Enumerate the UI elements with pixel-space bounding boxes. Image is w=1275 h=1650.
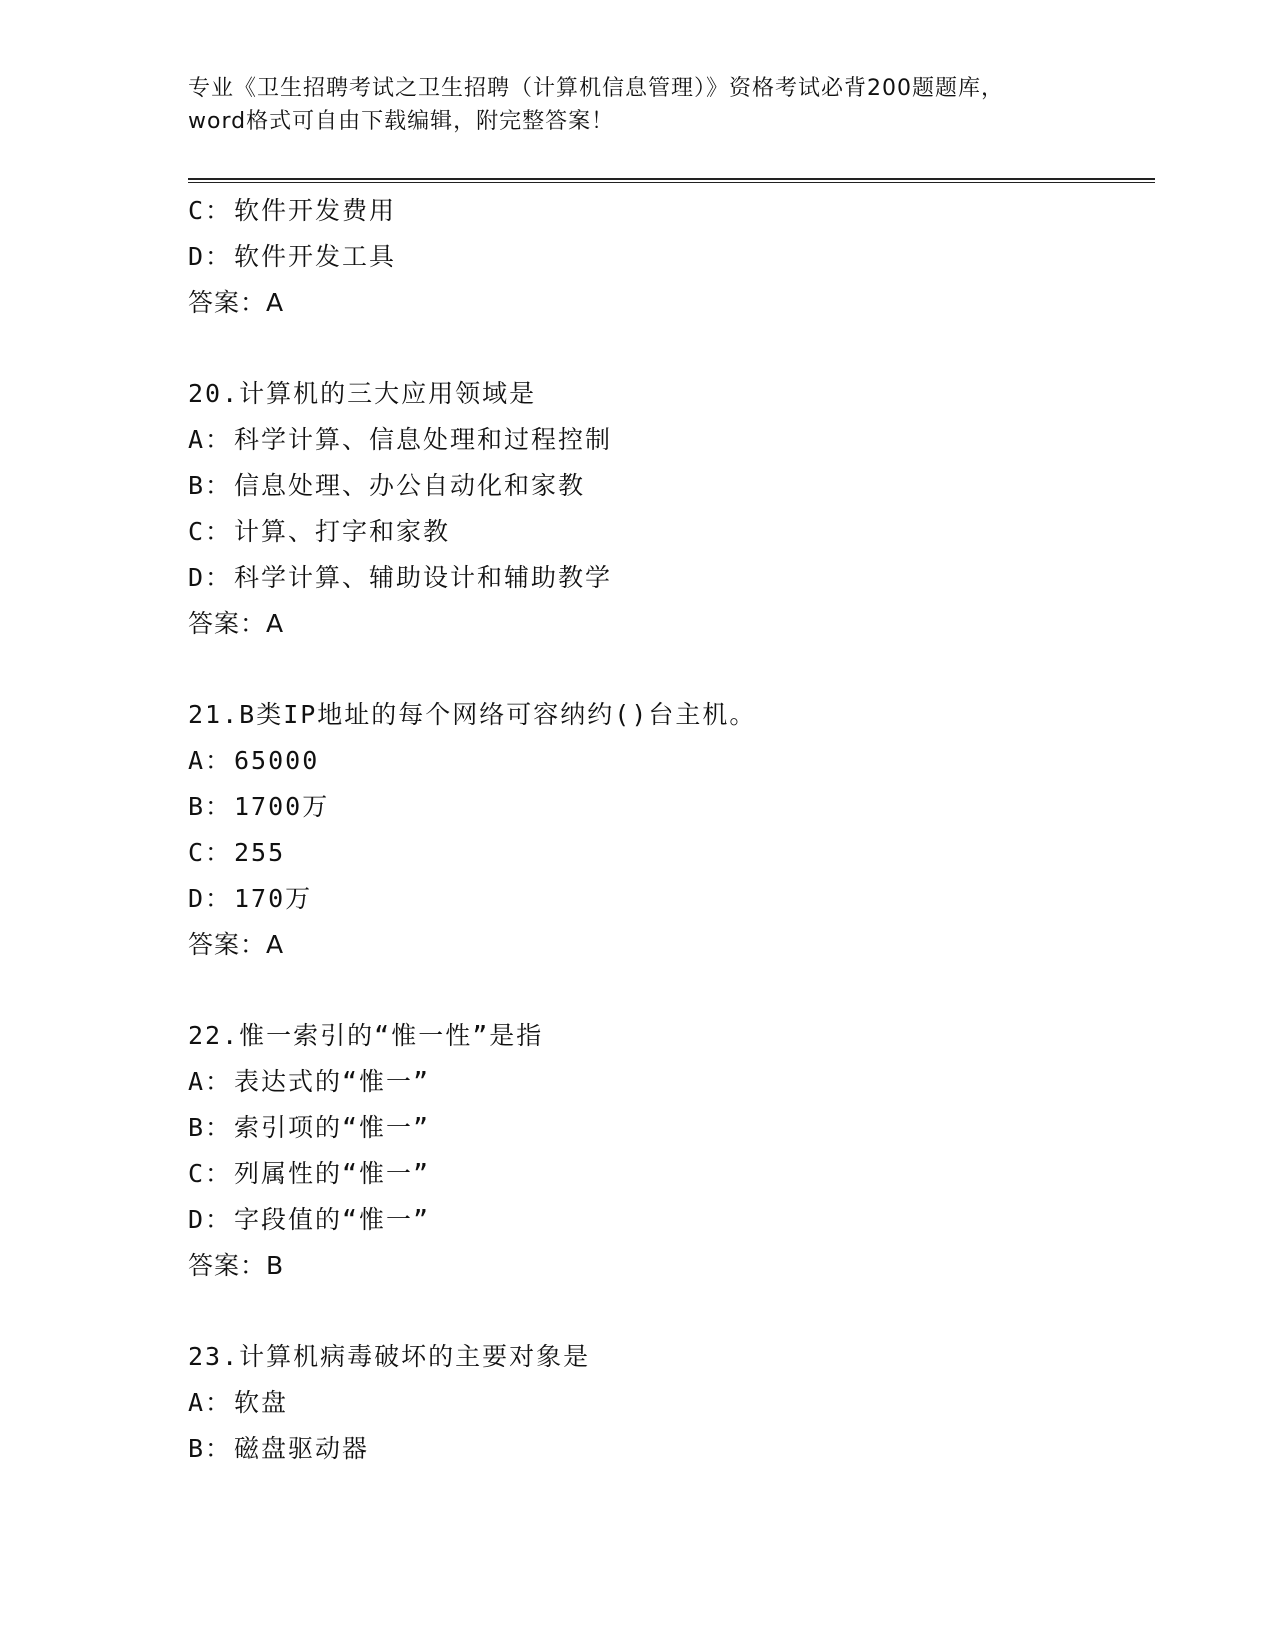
question-block (188, 1013, 1148, 1289)
option-label: A： (188, 425, 233, 454)
option-text: 软件开发费用 (234, 196, 397, 225)
option-label: C： (188, 517, 233, 546)
option-text: 170万 (234, 884, 313, 913)
option-label: D： (188, 563, 233, 592)
question-text: B类IP地址的每个网络可容纳约()台主机。 (239, 700, 757, 729)
answer-line: 答案：A (188, 288, 285, 317)
question-text: 惟一索引的“惟一性”是指 (239, 1021, 544, 1050)
option-text: 软件开发工具 (234, 242, 397, 271)
question-number: 23. (188, 1342, 240, 1371)
question-number: 21. (188, 700, 240, 729)
option-label: D： (188, 884, 233, 913)
option-text: 科学计算、信息处理和过程控制 (234, 425, 613, 454)
option-line (188, 830, 1148, 876)
option-text: 255 (234, 838, 286, 867)
option-text: 软盘 (234, 1388, 289, 1417)
option-label: C： (188, 196, 233, 225)
spacer (188, 326, 1148, 371)
question-content (188, 188, 1148, 1472)
option-text: 科学计算、辅助设计和辅助教学 (234, 563, 613, 592)
question-line (188, 371, 1148, 417)
option-label: B： (188, 1434, 233, 1463)
option-label: A： (188, 746, 233, 775)
option-text: 字段值的“惟一” (234, 1205, 431, 1234)
option-line (188, 234, 1148, 280)
option-text: 磁盘驱动器 (234, 1434, 370, 1463)
answer-line: 答案：A (188, 930, 285, 959)
option-label: B： (188, 471, 233, 500)
question-line (188, 1013, 1148, 1059)
spacer (188, 1289, 1148, 1334)
option-line (188, 509, 1148, 555)
option-text: 列属性的“惟一” (234, 1159, 431, 1188)
option-label: C： (188, 1159, 233, 1188)
option-line (188, 738, 1148, 784)
option-label: B： (188, 1113, 233, 1142)
option-line (188, 463, 1148, 509)
option-line (188, 784, 1148, 830)
option-line (188, 1380, 1148, 1426)
question-line (188, 1334, 1148, 1380)
option-label: D： (188, 1205, 233, 1234)
option-line (188, 555, 1148, 601)
spacer (188, 968, 1148, 1013)
header-title-line-1: 专业《卫生招聘考试之卫生招聘（计算机信息管理）》资格考试必背200题题库， (188, 76, 1004, 101)
question-block (188, 371, 1148, 647)
option-text: 信息处理、办公自动化和家教 (234, 471, 586, 500)
answer-line: 答案：A (188, 609, 285, 638)
question-text: 计算机的三大应用领域是 (239, 379, 537, 408)
option-line (188, 1151, 1148, 1197)
header-divider (188, 178, 1155, 183)
option-line (188, 1105, 1148, 1151)
question-block (188, 692, 1148, 968)
option-label: A： (188, 1388, 233, 1417)
option-text: 索引项的“惟一” (234, 1113, 431, 1142)
document-header (188, 72, 1088, 138)
option-line (188, 417, 1148, 463)
question-text: 计算机病毒破坏的主要对象是 (239, 1342, 591, 1371)
option-line (188, 1426, 1148, 1472)
question-number: 20. (188, 379, 240, 408)
option-text: 表达式的“惟一” (234, 1067, 431, 1096)
question-number: 22. (188, 1021, 240, 1050)
option-line (188, 876, 1148, 922)
option-line (188, 1059, 1148, 1105)
answer-line: 答案：B (188, 1251, 285, 1280)
option-text: 65000 (234, 746, 320, 775)
option-line (188, 1197, 1148, 1243)
question-block (188, 1334, 1148, 1472)
option-label: D： (188, 242, 233, 271)
option-text: 计算、打字和家教 (234, 517, 451, 546)
prev-question (188, 188, 1148, 326)
option-label: C： (188, 838, 233, 867)
option-label: B： (188, 792, 233, 821)
question-line (188, 692, 1148, 738)
spacer (188, 647, 1148, 692)
header-title-line-2: word格式可自由下载编辑，附完整答案！ (188, 109, 615, 134)
option-line (188, 188, 1148, 234)
option-text: 1700万 (234, 792, 330, 821)
option-label: A： (188, 1067, 233, 1096)
